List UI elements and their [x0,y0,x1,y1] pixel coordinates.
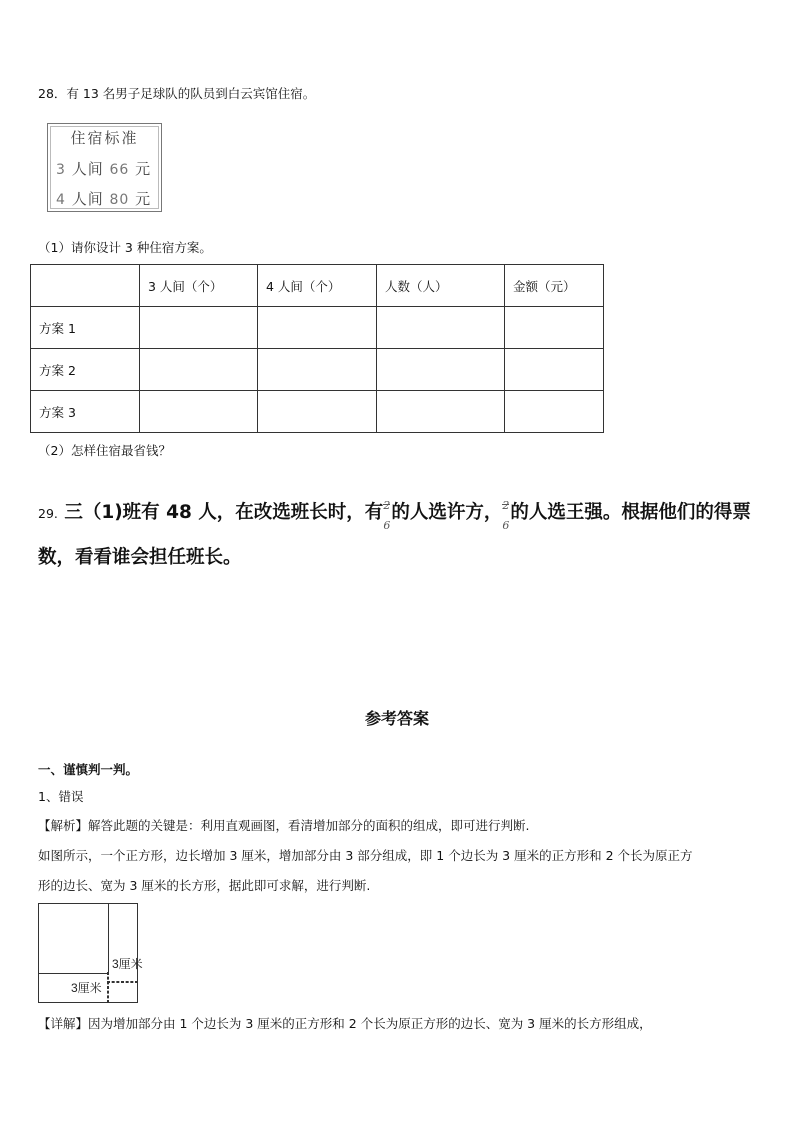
explanation-line-1: 如图所示，一个正方形，边长增加 3 厘米，增加部分由 3 部分组成，即 1 个边长为 3 厘米的正方形和 2 个长为原正方 [38,848,693,863]
analysis-text: 【解析】解答此题的关键是：利用直观画图，看清增加部分的面积的组成，即可进行判断. [38,818,530,833]
q29-text-c: 的人选王强。根据他们的得票 [510,502,751,523]
table-header-cell [31,265,140,307]
q29-text-a: 三（1)班有 48 人，在改选班长时，有 [64,502,384,523]
table-header-cell: 3 人间（个） [140,265,258,307]
table-row [31,307,604,349]
answer-cell[interactable] [377,349,505,391]
plan-label: 方案 3 [31,391,140,433]
dashed-divider [107,981,138,983]
square-diagram [38,903,178,1003]
q29 [38,490,768,580]
q29-line2: 数，看看谁会担任班长。 [38,547,242,568]
q29-text-b: 的人选许方， [391,502,503,523]
section-heading: 一、谨慎判一判。 [38,762,139,777]
answer-cell[interactable] [377,307,505,349]
plan-label: 方案 2 [31,349,140,391]
room-price: 66 [109,162,130,178]
stay-row-4 [48,188,169,209]
fraction-2 [502,490,510,532]
answer-cell[interactable] [258,349,377,391]
q28-part1: （1）请你设计 3 种住宿方案。 [38,240,212,255]
answer-cell[interactable] [505,349,604,391]
table-row [31,391,604,433]
answer-cell[interactable] [258,391,377,433]
original-square [38,903,109,974]
label-right: 3厘米 [112,957,143,971]
table-header-row [31,265,604,307]
denominator: 6 [502,519,510,532]
q29-number: 29. [38,506,58,521]
answer-cell[interactable] [377,391,505,433]
q28-stem: 28．有 13 名男子足球队的队员到白云宾馆住宿。 [38,86,316,101]
explanation-line-2: 形的边长、宽为 3 厘米的长方形，据此即可求解，进行判断. [38,878,371,893]
answer-cell[interactable] [140,391,258,433]
room-label: 人间 [71,160,104,178]
table-header-cell: 人数（人） [377,265,505,307]
q28-part2: （2）怎样住宿最省钱？ [38,443,171,458]
label-bottom: 3厘米 [71,981,102,995]
fraction-1 [383,490,391,532]
room-size: 3 [56,162,66,178]
room-size: 4 [56,192,66,208]
answers-title: 参考答案 [364,709,429,728]
plan-table [30,264,604,433]
numerator: 2 [502,499,510,512]
table-header-cell: 4 人间（个） [258,265,377,307]
dashed-divider [107,972,109,1003]
answer-cell[interactable] [505,307,604,349]
stay-row-3 [48,158,169,179]
answer-item-1: 1、错误 [38,789,84,804]
room-label: 人间 [71,190,104,208]
detail-text: 【详解】因为增加部分由 1 个边长为 3 厘米的正方形和 2 个长为原正方形的边长、宽为 3 厘米的长方形组成， [38,1016,652,1031]
stay-standard-box [47,123,162,212]
answer-cell[interactable] [140,349,258,391]
table-row [31,349,604,391]
stay-standard-title: 住宿标准 [70,129,139,147]
numerator: 2 [383,499,391,512]
room-price: 80 [109,192,130,208]
answer-cell[interactable] [140,307,258,349]
answer-cell[interactable] [505,391,604,433]
table-header-cell: 金额（元） [505,265,604,307]
denominator: 6 [383,519,391,532]
answer-cell[interactable] [258,307,377,349]
price-unit: 元 [135,160,152,178]
price-unit: 元 [135,190,152,208]
plan-label: 方案 1 [31,307,140,349]
